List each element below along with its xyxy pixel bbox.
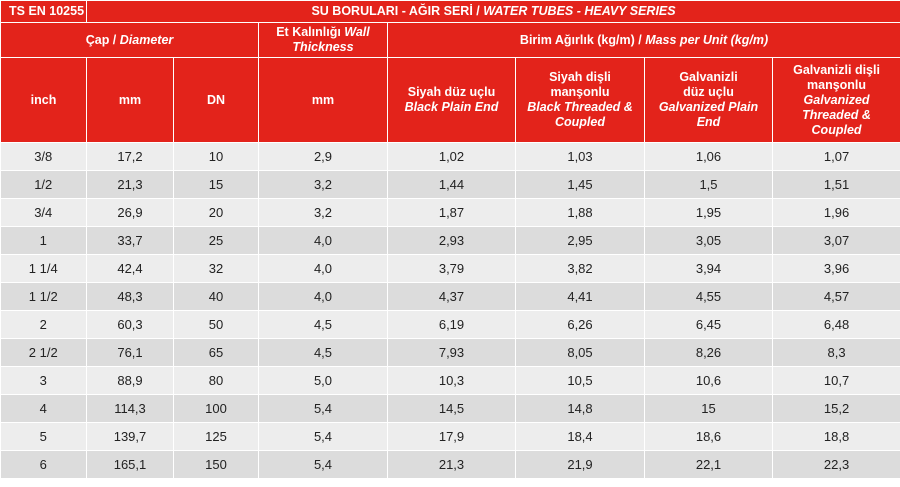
col-galvanized-threaded: Galvanizli dişli manşonlu Galvanized Threaded & Coupled <box>773 58 900 143</box>
wall-thickness-header: Et Kalınlığı Wall Thickness <box>259 23 388 58</box>
table-cell: 21,3 <box>388 451 516 479</box>
table-cell: 20 <box>174 199 259 227</box>
table-cell: 8,26 <box>645 339 773 367</box>
col-mm: mm <box>87 58 174 143</box>
table-cell: 1,07 <box>773 143 900 171</box>
table-cell: 1,95 <box>645 199 773 227</box>
table-cell: 8,3 <box>773 339 900 367</box>
table-cell: 165,1 <box>87 451 174 479</box>
table-cell: 6 <box>1 451 87 479</box>
table-cell: 18,4 <box>516 423 645 451</box>
table-cell: 2 1/2 <box>1 339 87 367</box>
table-cell: 6,48 <box>773 311 900 339</box>
table-cell: 2,9 <box>259 143 388 171</box>
col-wall-mm: mm <box>259 58 388 143</box>
table-cell: 3,94 <box>645 255 773 283</box>
col-inch: inch <box>1 58 87 143</box>
table-cell: 42,4 <box>87 255 174 283</box>
table-cell: 3,79 <box>388 255 516 283</box>
table-cell: 88,9 <box>87 367 174 395</box>
table-cell: 1,88 <box>516 199 645 227</box>
table-cell: 1,87 <box>388 199 516 227</box>
table-cell: 4,41 <box>516 283 645 311</box>
table-cell: 1,45 <box>516 171 645 199</box>
table-cell: 4,57 <box>773 283 900 311</box>
table-row <box>1 255 900 283</box>
diameter-header: Çap / Diameter <box>1 23 259 58</box>
table-cell: 50 <box>174 311 259 339</box>
table-cell: 139,7 <box>87 423 174 451</box>
table-cell: 2,95 <box>516 227 645 255</box>
table-cell: 15,2 <box>773 395 900 423</box>
table-cell: 76,1 <box>87 339 174 367</box>
table-cell: 4 <box>1 395 87 423</box>
table-cell: 4,5 <box>259 311 388 339</box>
table-cell: 3,82 <box>516 255 645 283</box>
table-cell: 26,9 <box>87 199 174 227</box>
table-cell: 1,06 <box>645 143 773 171</box>
col-black-plain-end: Siyah düz uçlu Black Plain End <box>388 58 516 143</box>
table-cell: 60,3 <box>87 311 174 339</box>
table-cell: 4,55 <box>645 283 773 311</box>
table-cell: 15 <box>645 395 773 423</box>
table-row <box>1 199 900 227</box>
table-row <box>1 423 900 451</box>
table-row <box>1 339 900 367</box>
table-cell: 4,0 <box>259 227 388 255</box>
table-cell: 5,4 <box>259 395 388 423</box>
table-cell: 3,07 <box>773 227 900 255</box>
table-cell: 18,8 <box>773 423 900 451</box>
col-black-threaded: Siyah dişli manşonlu Black Threaded & Coupled <box>516 58 645 143</box>
table-cell: 3,2 <box>259 171 388 199</box>
table-cell: 18,6 <box>645 423 773 451</box>
standard-label: TS EN 10255 <box>1 1 87 23</box>
table-row <box>1 311 900 339</box>
table-cell: 21,3 <box>87 171 174 199</box>
table-cell: 3 <box>1 367 87 395</box>
table-cell: 5,4 <box>259 451 388 479</box>
table-cell: 4,0 <box>259 283 388 311</box>
table-cell: 8,05 <box>516 339 645 367</box>
table-cell: 10,6 <box>645 367 773 395</box>
table-cell: 100 <box>174 395 259 423</box>
table-row <box>1 451 900 479</box>
table-cell: 5,4 <box>259 423 388 451</box>
table-cell: 80 <box>174 367 259 395</box>
table-cell: 6,19 <box>388 311 516 339</box>
table-cell: 25 <box>174 227 259 255</box>
table-row <box>1 227 900 255</box>
table-cell: 5,0 <box>259 367 388 395</box>
table-cell: 3,2 <box>259 199 388 227</box>
table-cell: 65 <box>174 339 259 367</box>
table-row <box>1 283 900 311</box>
table-cell: 3/4 <box>1 199 87 227</box>
table-cell: 17,2 <box>87 143 174 171</box>
table-cell: 1,03 <box>516 143 645 171</box>
table-cell: 150 <box>174 451 259 479</box>
table-cell: 10 <box>174 143 259 171</box>
table-cell: 1 1/4 <box>1 255 87 283</box>
table-cell: 33,7 <box>87 227 174 255</box>
col-galvanized-plain-end: Galvanizli düz uçlu Galvanized Plain End <box>645 58 773 143</box>
table-cell: 3,96 <box>773 255 900 283</box>
table-row <box>1 367 900 395</box>
table-cell: 1,02 <box>388 143 516 171</box>
table-title: SU BORULARI - AĞIR SERİ / WATER TUBES - HEAVY SERIES <box>87 1 900 23</box>
table-cell: 21,9 <box>516 451 645 479</box>
table-cell: 1/2 <box>1 171 87 199</box>
table-cell: 22,1 <box>645 451 773 479</box>
table-cell: 1 <box>1 227 87 255</box>
table-cell: 6,26 <box>516 311 645 339</box>
table-cell: 10,5 <box>516 367 645 395</box>
table-cell: 7,93 <box>388 339 516 367</box>
table-cell: 1,44 <box>388 171 516 199</box>
col-dn: DN <box>174 58 259 143</box>
table-cell: 14,5 <box>388 395 516 423</box>
table-cell: 1,5 <box>645 171 773 199</box>
table-cell: 4,0 <box>259 255 388 283</box>
table-cell: 5 <box>1 423 87 451</box>
table-cell: 1 1/2 <box>1 283 87 311</box>
table-cell: 1,96 <box>773 199 900 227</box>
table-cell: 114,3 <box>87 395 174 423</box>
table-cell: 10,3 <box>388 367 516 395</box>
mass-per-unit-header: Birim Ağırlık (kg/m) / Mass per Unit (kg/m) <box>388 23 900 58</box>
table-cell: 4,37 <box>388 283 516 311</box>
table-cell: 1,51 <box>773 171 900 199</box>
table-cell: 10,7 <box>773 367 900 395</box>
table-cell: 6,45 <box>645 311 773 339</box>
table-cell: 2 <box>1 311 87 339</box>
table-cell: 22,3 <box>773 451 900 479</box>
table-cell: 32 <box>174 255 259 283</box>
table-cell: 14,8 <box>516 395 645 423</box>
table-cell: 40 <box>174 283 259 311</box>
table-cell: 3,05 <box>645 227 773 255</box>
table-cell: 3/8 <box>1 143 87 171</box>
table-cell: 15 <box>174 171 259 199</box>
table-row <box>1 171 900 199</box>
table-cell: 48,3 <box>87 283 174 311</box>
table-row <box>1 143 900 171</box>
table-cell: 125 <box>174 423 259 451</box>
table-row <box>1 395 900 423</box>
table-cell: 2,93 <box>388 227 516 255</box>
table-cell: 4,5 <box>259 339 388 367</box>
table-body <box>1 143 900 479</box>
table-cell: 17,9 <box>388 423 516 451</box>
